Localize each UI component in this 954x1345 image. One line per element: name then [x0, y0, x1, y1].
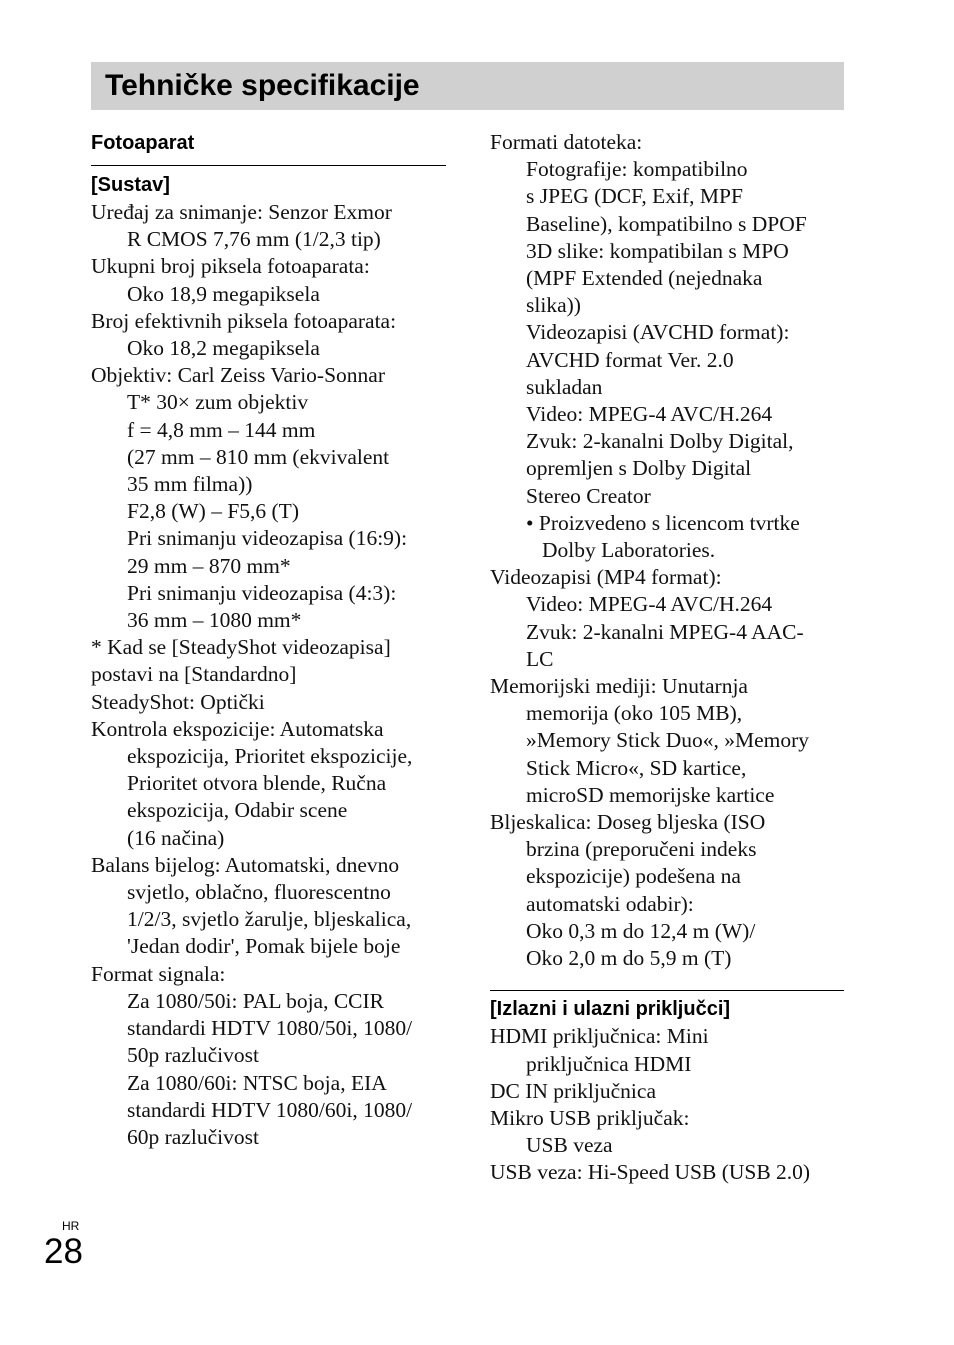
spec-line: ekspozicija, Prioritet ekspozicije,	[127, 744, 413, 769]
spec-line: LC	[526, 646, 554, 671]
spec-line: Uređaj za snimanje: Senzor Exmor	[91, 200, 392, 224]
spec-line: 60p razlučivost	[127, 1124, 259, 1149]
spec-line: Pri snimanju videozapisa (4:3):	[127, 580, 397, 605]
spec-line: ekspozicija, Odabir scene	[127, 798, 348, 823]
right-column	[490, 129, 844, 1187]
spec-line: Za 1080/50i: PAL boja, CCIR	[127, 988, 385, 1013]
spec-line: svjetlo, oblačno, fluorescentno	[127, 880, 391, 905]
spec-line: Fotografije: kompatibilno	[526, 157, 748, 182]
spec-line: Balans bijelog: Automatski, dnevno	[91, 852, 400, 877]
heading-fotoaparat: Fotoaparat	[91, 132, 195, 154]
spec-list-ports	[490, 1023, 844, 1186]
spec-line: microSD memorijske kartice	[526, 782, 775, 807]
spec-line: Baseline), kompatibilno s DPOF	[526, 211, 807, 236]
spec-line: priključnica HDMI	[526, 1051, 692, 1076]
spec-line: postavi na [Standardno]	[91, 662, 297, 687]
spec-line: Dolby Laboratories.	[542, 538, 716, 563]
spec-line: R CMOS 7,76 mm (1/2,3 tip)	[127, 227, 381, 252]
spec-line: slika))	[526, 293, 581, 318]
spec-line: Oko 18,9 megapiksela	[127, 281, 320, 306]
spec-list-formats	[490, 129, 844, 972]
spec-line: 'Jedan dodir', Pomak bijele boje	[127, 934, 401, 959]
spec-line: Pri snimanju videozapisa (16:9):	[127, 526, 408, 551]
left-column	[91, 129, 446, 1151]
divider-sustav	[91, 165, 446, 166]
spec-line: (27 mm – 810 mm (ekvivalent	[127, 444, 390, 469]
spec-line: • Proizvedeno s licencom tvrtke	[526, 510, 800, 535]
spec-line: DC IN priključnica	[490, 1078, 656, 1103]
section-ports: [Izlazni i ulazni priključci]	[490, 998, 731, 1021]
spec-line: Bljeskalica: Doseg bljeska (ISO	[490, 810, 766, 835]
spec-line: HDMI priključnica: Mini	[490, 1024, 709, 1049]
spec-line: »Memory Stick Duo«, »Memory	[526, 728, 810, 753]
spec-line: Zvuk: 2-kanalni Dolby Digital,	[526, 429, 794, 454]
spec-list-sustav	[91, 199, 446, 1151]
spec-line: sukladan	[526, 374, 603, 399]
spec-line: Prioritet otvora blende, Ručna	[127, 771, 387, 796]
spec-line: standardi HDTV 1080/50i, 1080/	[127, 1016, 413, 1041]
spec-line: USB veza	[526, 1133, 613, 1158]
spec-line: Formati datoteka:	[490, 130, 643, 154]
spec-line: Oko 18,2 megapiksela	[127, 336, 320, 361]
spec-line: Mikro USB priključak:	[490, 1105, 690, 1130]
spec-line: 3D slike: kompatibilan s MPO	[526, 238, 789, 263]
spec-line: 36 mm – 1080 mm*	[127, 608, 302, 633]
spec-line: memorija (oko 105 MB),	[526, 701, 743, 726]
spec-line: (MPF Extended (nejednaka	[526, 266, 763, 291]
section-sustav: [Sustav]	[91, 174, 170, 196]
spec-line: Za 1080/60i: NTSC boja, EIA	[127, 1070, 387, 1095]
spec-line: automatski odabir):	[526, 891, 694, 916]
spec-line: 35 mm filma))	[127, 472, 253, 497]
spec-line: f = 4,8 mm – 144 mm	[127, 417, 316, 442]
spec-line: Stick Micro«, SD kartice,	[526, 755, 747, 780]
divider-ports	[490, 990, 844, 991]
spec-line: standardi HDTV 1080/60i, 1080/	[127, 1097, 413, 1122]
spec-line: Videozapisi (MP4 format):	[490, 565, 722, 590]
spec-line: 29 mm – 870 mm*	[127, 553, 291, 578]
spec-line: opremljen s Dolby Digital	[526, 456, 752, 481]
spec-line: * Kad se [SteadyShot videozapisa]	[91, 635, 391, 660]
spec-line: 1/2/3, svjetlo žarulje, bljeskalica,	[127, 907, 412, 932]
spec-line: brzina (preporučeni indeks	[526, 837, 757, 862]
language-label: HR	[62, 1219, 80, 1233]
spec-line: T* 30× zum objektiv	[127, 390, 309, 415]
page-title: Tehničke specifikacije	[91, 62, 844, 110]
spec-line: Video: MPEG-4 AVC/H.264	[526, 592, 773, 617]
spec-line: Zvuk: 2-kanalni MPEG-4 AAC-	[526, 619, 804, 644]
spec-line: Videozapisi (AVCHD format):	[526, 320, 790, 345]
spec-line: Format signala:	[91, 961, 226, 986]
spec-line: Stereo Creator	[526, 483, 651, 508]
spec-line: F2,8 (W) – F5,6 (T)	[127, 499, 299, 524]
spec-line: Oko 0,3 m do 12,4 m (W)/	[526, 918, 756, 943]
page-number: 28	[44, 1232, 83, 1271]
spec-line: Objektiv: Carl Zeiss Vario-Sonnar	[91, 363, 385, 388]
spec-line: AVCHD format Ver. 2.0	[526, 347, 734, 372]
spec-line: Kontrola ekspozicije: Automatska	[91, 716, 384, 741]
spec-line: SteadyShot: Optički	[91, 689, 265, 714]
spec-line: Broj efektivnih piksela fotoaparata:	[91, 308, 397, 333]
spec-line: Oko 2,0 m do 5,9 m (T)	[526, 946, 732, 971]
spec-line: Video: MPEG-4 AVC/H.264	[526, 402, 773, 427]
spec-line: Memorijski mediji: Unutarnja	[490, 674, 748, 699]
spec-line: s JPEG (DCF, Exif, MPF	[526, 184, 743, 209]
spec-line: ekspozicije) podešena na	[526, 864, 741, 889]
spec-line: USB veza: Hi-Speed USB (USB 2.0)	[490, 1160, 811, 1185]
spec-line: Ukupni broj piksela fotoaparata:	[91, 254, 370, 279]
spec-line: 50p razlučivost	[127, 1043, 259, 1068]
spec-line: (16 načina)	[127, 825, 225, 850]
